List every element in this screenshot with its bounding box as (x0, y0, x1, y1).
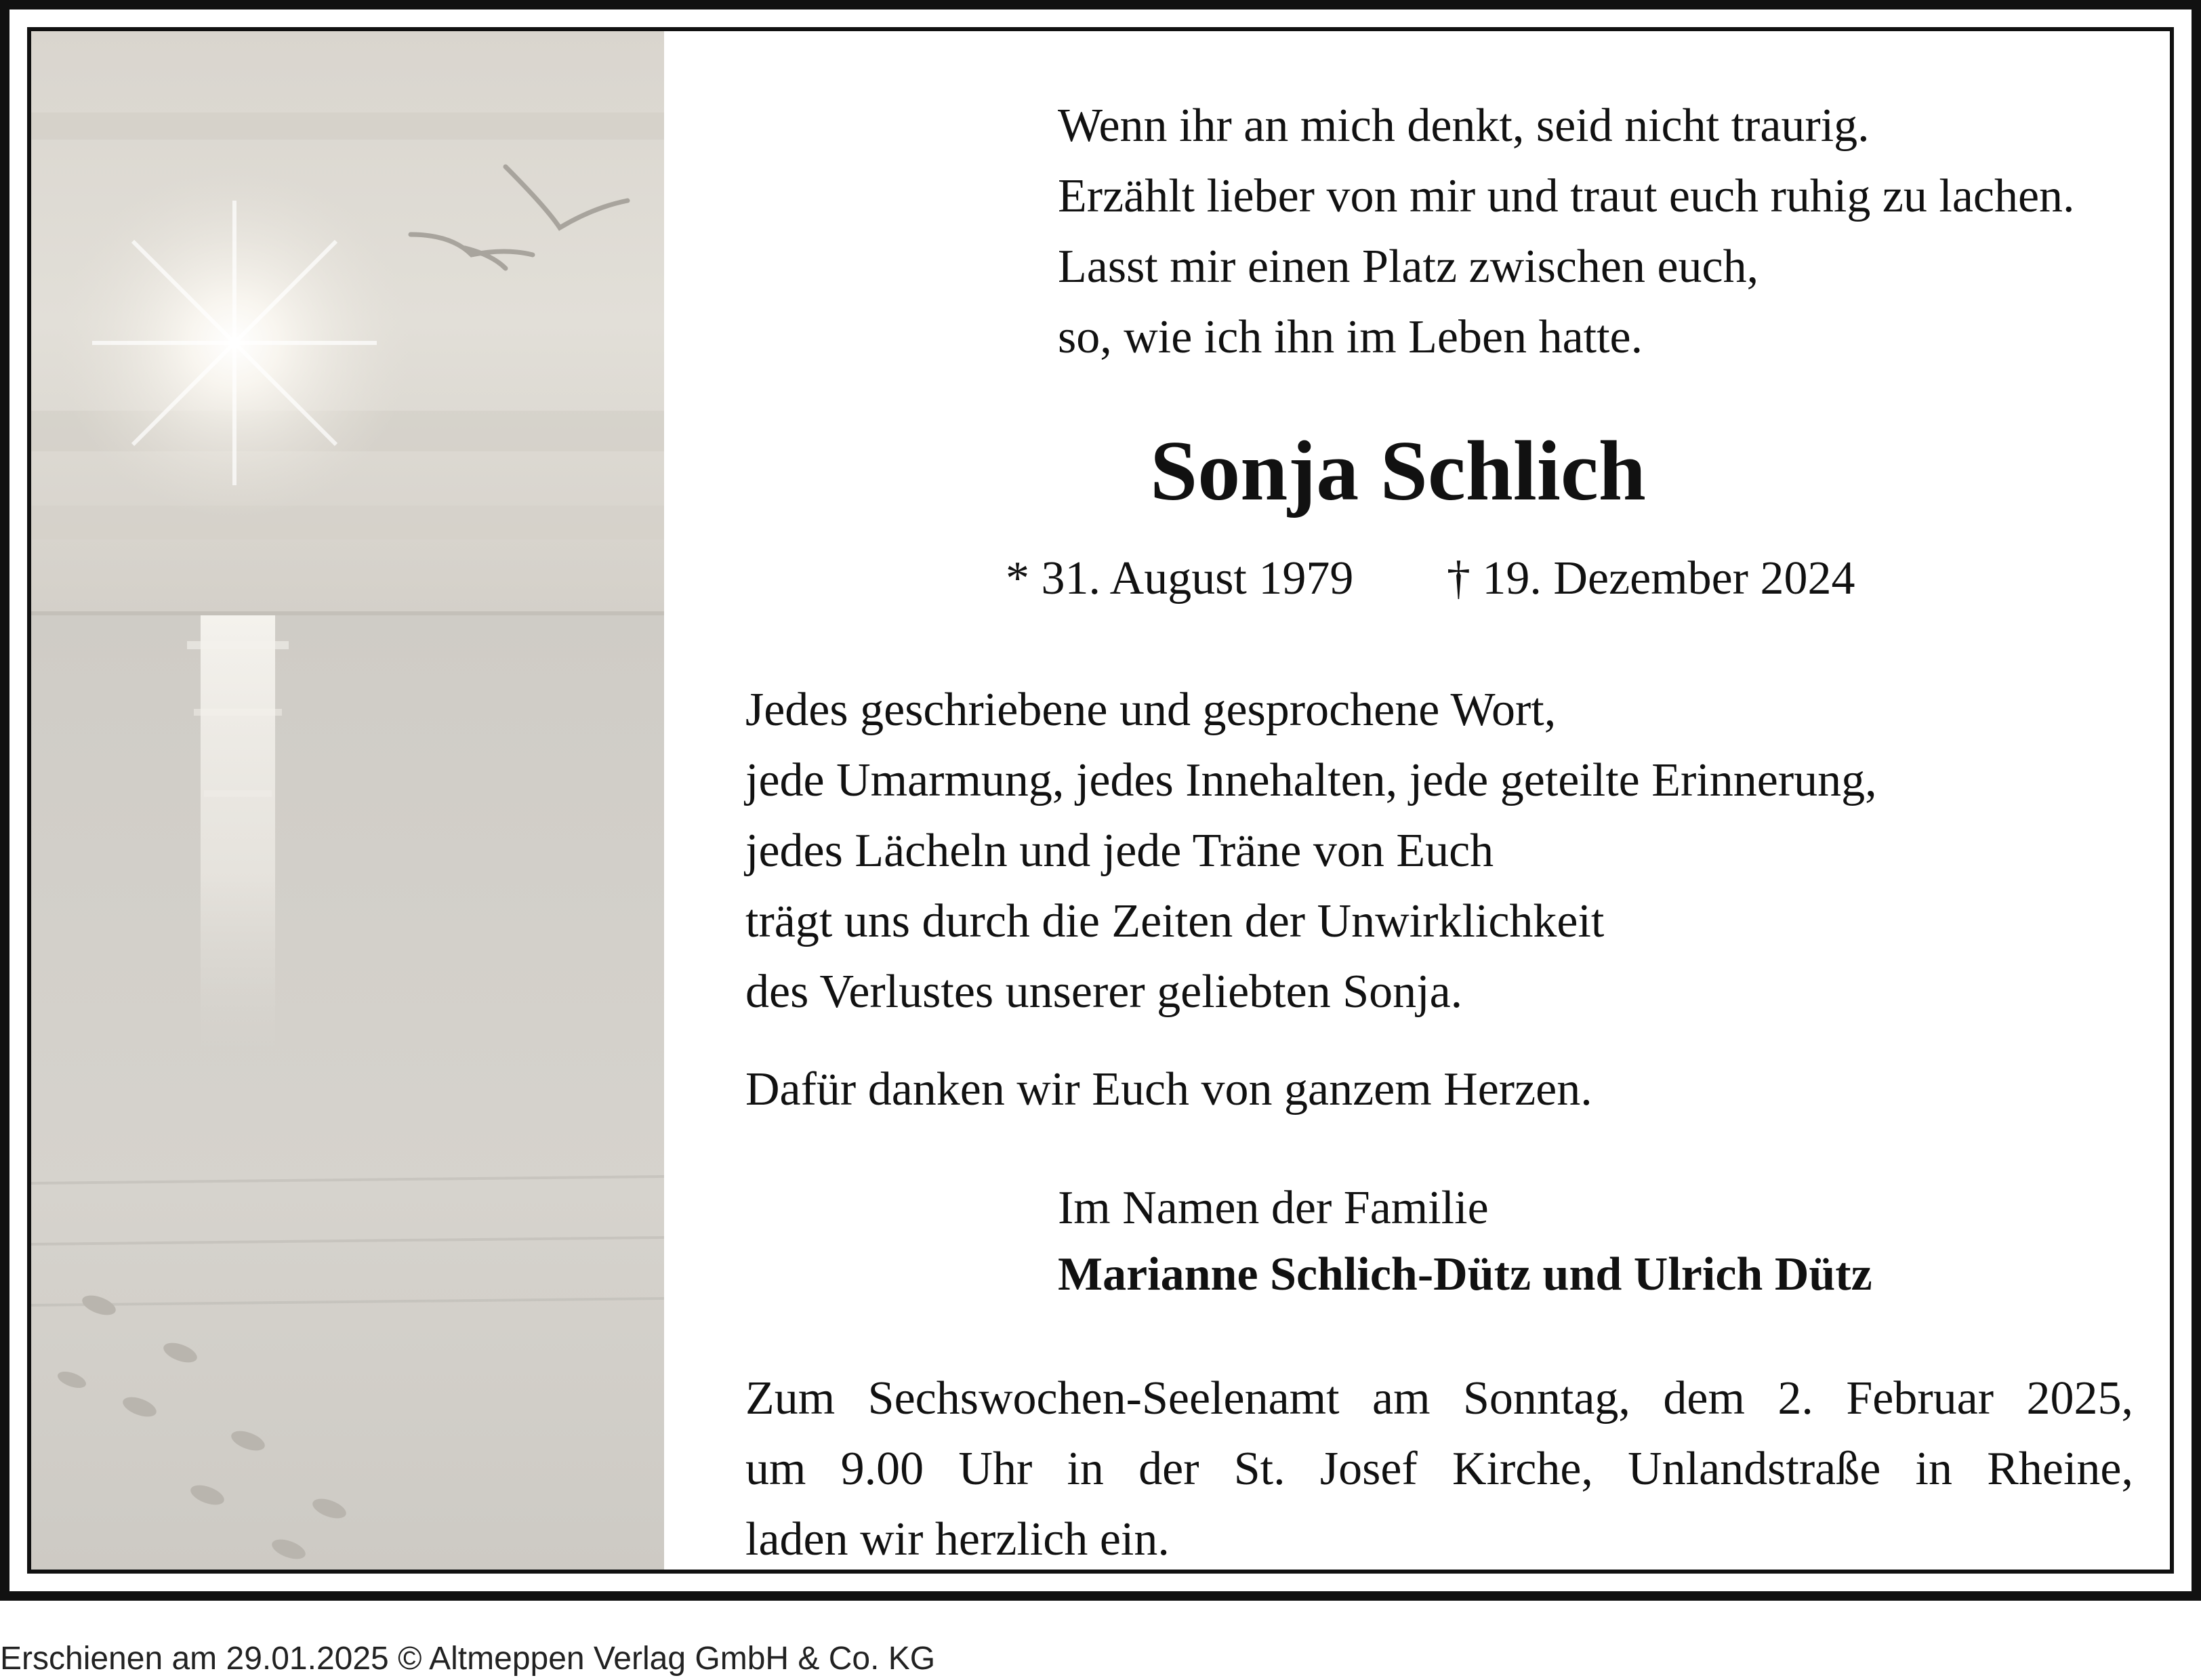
sea-sunset-photo (31, 31, 664, 1574)
service-announcement (745, 1364, 2133, 1574)
message-line: jede Umarmung, jedes Innehalten, jede geteilte Erinnerung, (745, 754, 1877, 806)
message-line: des Verlustes unserer geliebten Sonja. (745, 966, 1463, 1018)
life-dates (1006, 546, 1855, 611)
notice-text-area (664, 31, 2170, 1570)
sea-sunset-illustration (31, 31, 664, 1574)
service-line: Zum Sechswochen-Seelenamt am Sonntag, dem 2. Februar 2025, (745, 1372, 2133, 1425)
service-line: laden wir herzlich ein. (745, 1513, 1170, 1565)
poem-line: Erzählt lieber von mir und traut euch ruhig zu lachen. (1058, 170, 2075, 222)
message-line: Jedes geschriebene und gesprochene Wort, (745, 684, 1557, 736)
publication-footer: Erschienen am 29.01.2025 © Altmeppen Verlag GmbH & Co. KG (0, 1641, 936, 1677)
family-names: Marianne Schlich-Dütz und Ulrich Dütz (1058, 1248, 1872, 1300)
poem-line: Wenn ihr an mich denkt, seid nicht traurig. (1058, 100, 1870, 152)
poem (1058, 91, 2075, 373)
service-line: um 9.00 Uhr in der St. Josef Kirche, Unlandstraße in Rheine, (745, 1443, 2133, 1495)
message-line: jedes Lächeln und jede Träne von Euch (745, 825, 1494, 877)
poem-line: Lasst mir einen Platz zwischen euch, (1058, 241, 1759, 293)
deceased-name: Sonja Schlich (1150, 424, 1646, 518)
thanks-message (745, 675, 1877, 1027)
birth-date: * 31. August 1979 (1006, 552, 1354, 605)
family-signature (1058, 1175, 1872, 1308)
thanks-line: Dafür danken wir Euch von ganzem Herzen. (745, 1063, 1592, 1115)
death-date: † 19. Dezember 2024 (1446, 552, 1855, 605)
message-line: trägt uns durch die Zeiten der Unwirklichkeit (745, 895, 1605, 947)
poem-line: so, wie ich ihn im Leben hatte. (1058, 311, 1643, 363)
family-intro: Im Namen der Familie (1058, 1182, 1489, 1234)
notice-inner-frame (27, 27, 2174, 1574)
